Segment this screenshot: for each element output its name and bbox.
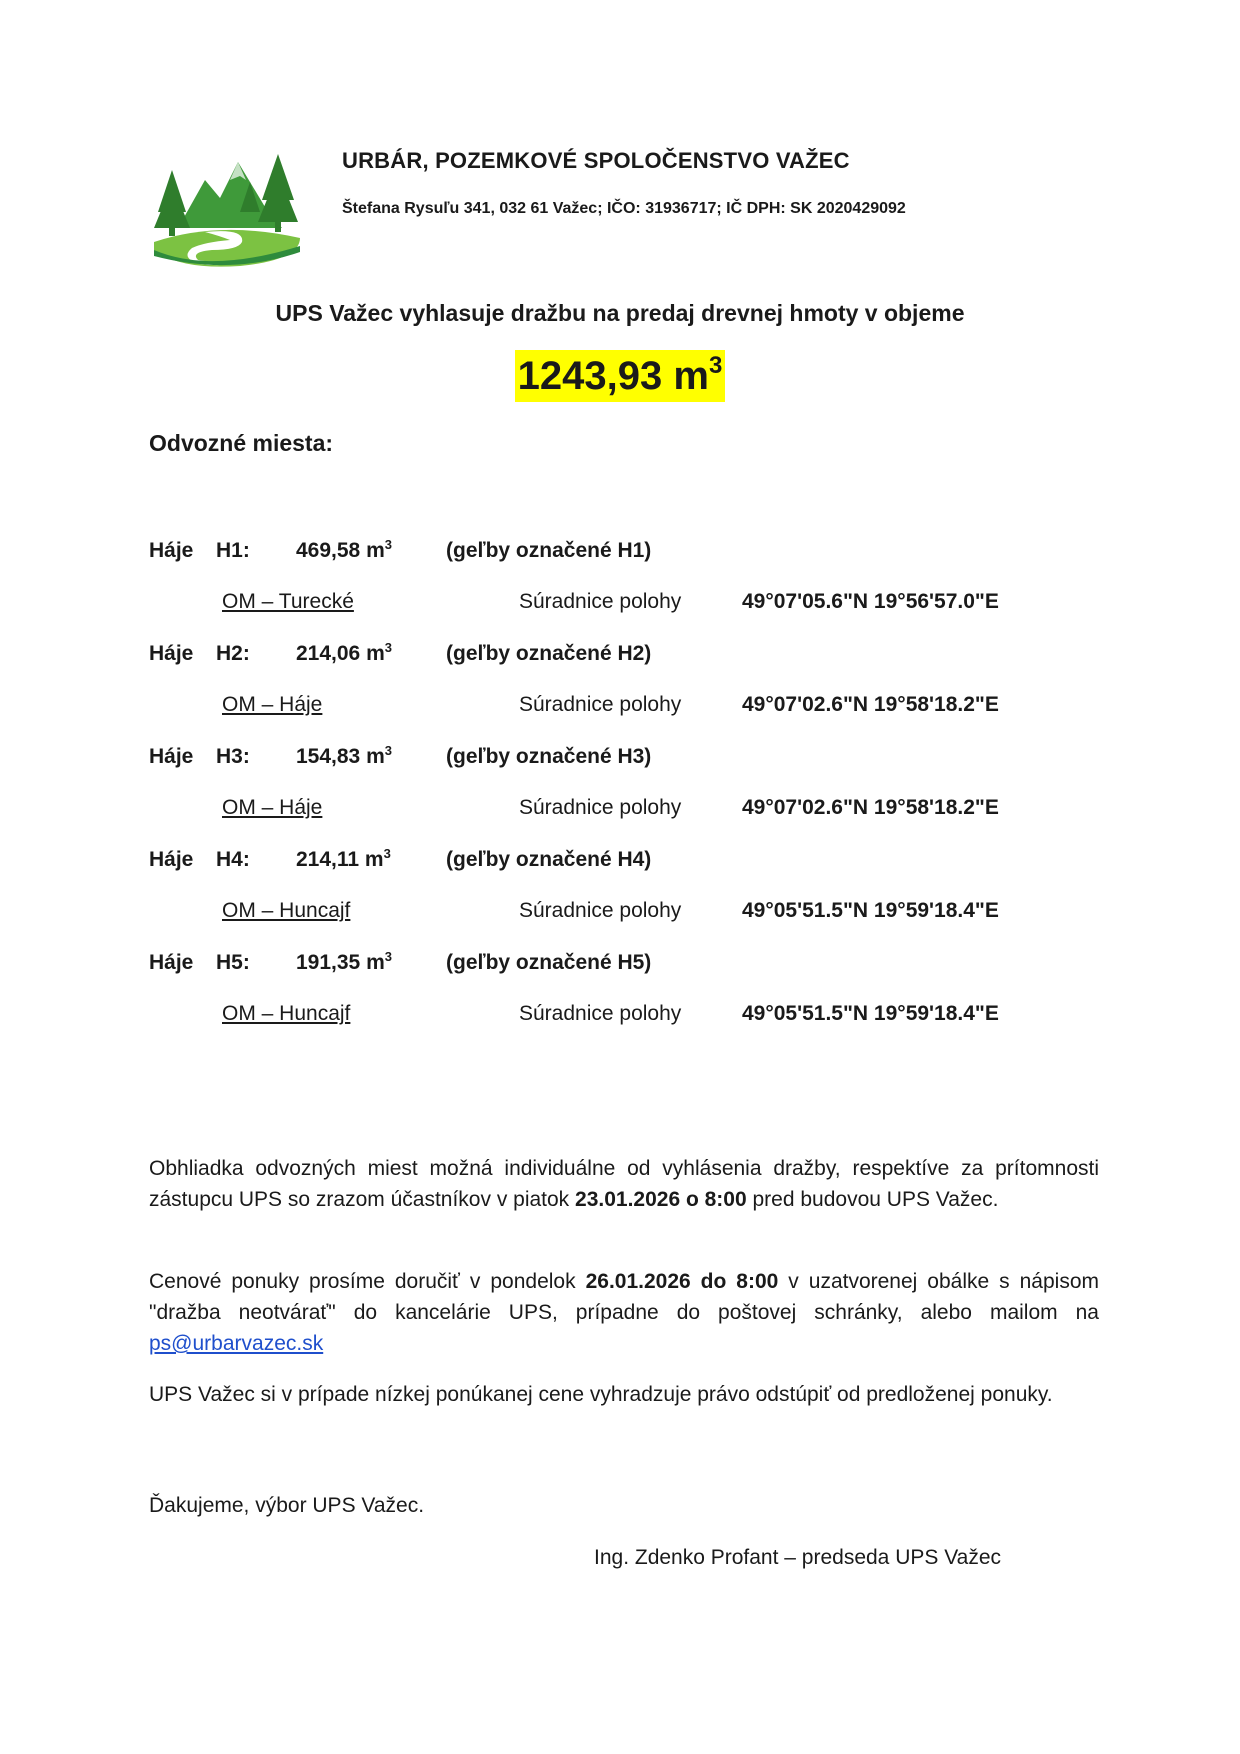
site-volume-value: 214,06 m (296, 642, 385, 665)
site-coordinates: 49°07'02.6"N 19°58'18.2"E (742, 796, 999, 819)
company-logo (150, 150, 305, 270)
site-volume-value: 154,83 m (296, 745, 385, 768)
site-coordinates: 49°05'51.5"N 19°59'18.4"E (742, 899, 999, 922)
email-link[interactable]: ps@urbarvazec.sk (149, 1332, 324, 1355)
site-name: Háje (149, 745, 194, 768)
site-name: Háje (149, 539, 194, 562)
site-code: H2: (216, 642, 250, 665)
unit-exponent: 3 (384, 949, 392, 964)
inspection-datetime: 23.01.2026 o 8:00 (575, 1188, 747, 1211)
site-name: Háje (149, 848, 194, 871)
unit-exponent: 3 (384, 640, 392, 655)
site-coordinates: 49°07'05.6"N 19°56'57.0"E (742, 590, 999, 613)
organization-name: URBÁR, POZEMKOVÉ SPOLOČENSTVO VAŽEC (342, 148, 850, 173)
total-volume (0, 350, 1240, 402)
reservation-paragraph: UPS Važec si v prípade nízkej ponúkanej cene vyhradzuje právo odstúpiť od predloženej ponuky. (149, 1383, 1053, 1406)
coordinates-label: Súradnice polohy (519, 693, 682, 716)
offers-text-end: v uzatvorenej obálke s nápisom "dražba neotvárať" do kancelárie UPS, prípadne do poštovej schránky, alebo mailom na (149, 1270, 1099, 1324)
inspection-paragraph (149, 1153, 1099, 1215)
site-om-location: OM – Háje (222, 796, 323, 819)
site-om-location: OM – Huncajf (222, 1002, 351, 1025)
site-om-location: OM – Turecké (222, 590, 354, 613)
site-code: H4: (216, 848, 250, 871)
site-volume-value: 469,58 m (296, 539, 385, 562)
site-marking: (geľby označené H1) (446, 539, 652, 562)
closing-thanks: Ďakujeme, výbor UPS Važec. (149, 1494, 425, 1517)
site-volume (296, 642, 392, 666)
site-volume (296, 951, 392, 975)
site-name: Háje (149, 951, 194, 974)
site-volume (296, 848, 391, 872)
signature-line: Ing. Zdenko Profant – predseda UPS Važec (594, 1546, 1002, 1569)
coordinates-label: Súradnice polohy (519, 590, 682, 613)
site-coordinates: 49°07'02.6"N 19°58'18.2"E (742, 693, 999, 716)
site-volume-value: 191,35 m (296, 951, 385, 974)
unit-exponent: 3 (384, 537, 392, 552)
site-name: Háje (149, 642, 194, 665)
site-code: H3: (216, 745, 250, 768)
inspection-text: Obhliadka odvozných miest možná individuálne od vyhlásenia dražby, respektíve za prítomnosti zástupcu UPS so zrazom účastníkov v piatok (149, 1157, 1099, 1211)
offers-paragraph (149, 1266, 1099, 1359)
section-title: Odvozné miesta: (149, 430, 334, 456)
coordinates-label: Súradnice polohy (519, 1002, 682, 1025)
site-volume-value: 214,11 m (296, 848, 384, 871)
site-marking: (geľby označené H2) (446, 642, 652, 665)
site-code: H5: (216, 951, 250, 974)
site-om-location: OM – Huncajf (222, 899, 351, 922)
offers-text: Cenové ponuky prosíme doručiť v pondelok (149, 1270, 586, 1293)
site-marking: (geľby označené H5) (446, 951, 652, 974)
total-volume-unit-exponent: 3 (708, 352, 723, 379)
unit-exponent: 3 (384, 743, 392, 758)
total-volume-value: 1243,93 m (517, 354, 709, 398)
coordinates-label: Súradnice polohy (519, 899, 682, 922)
auction-headline: UPS Važec vyhlasuje dražbu na predaj drevnej hmoty v objeme (275, 300, 965, 326)
site-marking: (geľby označené H3) (446, 745, 652, 768)
organization-address: Štefana Rysuľu 341, 032 61 Važec; IČO: 31936717; IČ DPH: SK 2020429092 (342, 200, 906, 217)
site-code: H1: (216, 539, 250, 562)
offers-deadline: 26.01.2026 do 8:00 (585, 1270, 779, 1293)
coordinates-label: Súradnice polohy (519, 796, 682, 819)
site-coordinates: 49°05'51.5"N 19°59'18.4"E (742, 1002, 999, 1025)
site-marking: (geľby označené H4) (446, 848, 652, 871)
site-volume (296, 745, 392, 769)
unit-exponent: 3 (383, 846, 391, 861)
inspection-text-end: pred budovou UPS Važec. (746, 1188, 999, 1211)
site-volume (296, 539, 392, 563)
site-om-location: OM – Háje (222, 693, 323, 716)
total-volume-highlight (515, 350, 726, 402)
